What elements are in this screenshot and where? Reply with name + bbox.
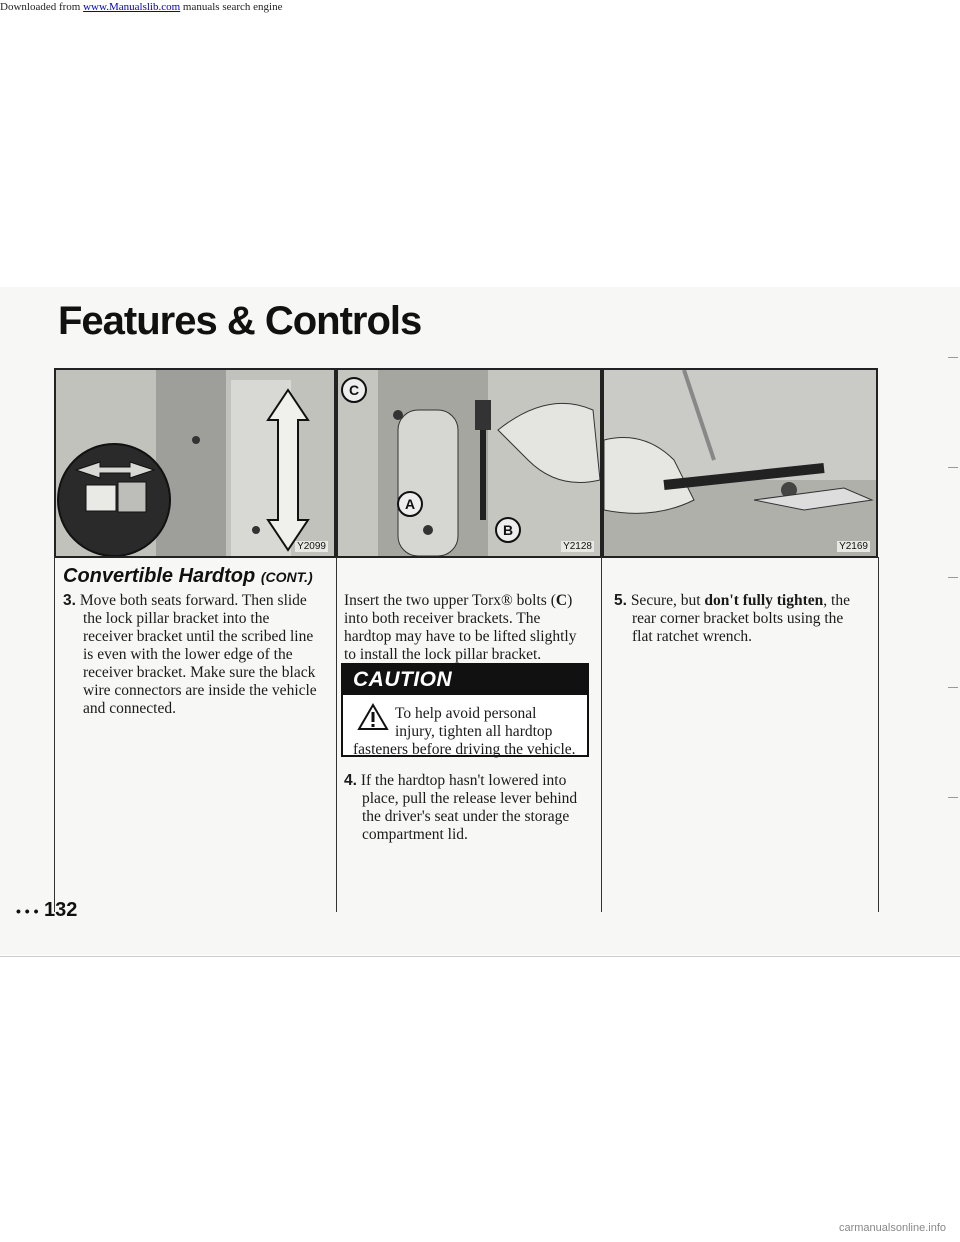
banner-suffix: manuals search engine — [180, 1, 283, 13]
callout-a: A — [404, 496, 416, 512]
manual-page — [0, 287, 960, 955]
caution-line-1: To help avoid personal — [395, 705, 537, 722]
manualslib-link[interactable]: www.Manualslib.com — [83, 1, 181, 13]
step-3-line-5: receiver bracket. Make sure the black — [83, 664, 316, 681]
step-5 — [614, 592, 874, 646]
step-4 — [344, 772, 594, 844]
step-4-number: 4. — [344, 772, 357, 789]
step-5-line-2: rear corner bracket bolts using the — [632, 610, 844, 627]
page-number-dots: • • • — [16, 903, 39, 919]
step-5-post: , the — [823, 592, 850, 609]
section-title-text: Convertible Hardtop — [63, 565, 256, 587]
margin-tick — [948, 687, 958, 688]
insert-paragraph — [344, 592, 594, 664]
banner-prefix: Downloaded from — [0, 1, 84, 13]
photo-1-illustration — [56, 370, 334, 556]
column-rule-3 — [601, 557, 602, 912]
insert-line-1-pre: Insert the two upper Torx® bolts ( — [344, 592, 556, 609]
photo-2-illustration — [338, 370, 600, 556]
column-rule-2 — [336, 557, 337, 912]
photo-1-code: Y2099 — [297, 541, 326, 552]
margin-tick — [948, 797, 958, 798]
warning-triangle-icon — [357, 703, 389, 731]
page-number-value: 132 — [44, 899, 78, 921]
section-title-cont: (CONT.) — [260, 569, 313, 585]
insert-line-2: into both receiver brackets. The — [344, 610, 541, 627]
step-3-line-3: receiver bracket until the scribed line — [83, 628, 314, 645]
step-5-number: 5. — [614, 592, 627, 609]
column-rule-4 — [878, 557, 879, 912]
bottom-rule — [0, 956, 960, 957]
caution-line-2: injury, tighten all hardtop — [395, 723, 553, 740]
caution-box — [341, 663, 589, 757]
caution-heading: CAUTION — [343, 665, 587, 695]
insert-line-3: hardtop may have to be lifted slightly — [344, 628, 577, 645]
photo-3-illustration — [604, 370, 876, 556]
step-3-line-7: and connected. — [83, 700, 176, 717]
step-4-line-3: the driver's seat under the storage — [362, 808, 570, 825]
margin-tick — [948, 357, 958, 358]
insert-line-1-post: ) — [567, 592, 573, 609]
footer-watermark: carmanualsonline.info — [838, 1222, 946, 1234]
step-5-line-3: flat ratchet wrench. — [632, 628, 753, 645]
download-banner — [0, 0, 960, 16]
photo-torx-bolts — [336, 368, 602, 558]
step-5-bold: don't fully tighten — [704, 592, 824, 609]
step-4-line-2: place, pull the release lever behind — [362, 790, 578, 807]
step-3-line-4: is even with the lower edge of the — [83, 646, 293, 663]
column-rule-1 — [54, 557, 55, 912]
page-title: Features & Controls — [58, 299, 422, 343]
photo-3-code: Y2169 — [839, 541, 868, 552]
callout-c: C — [348, 382, 360, 398]
step-4-line-4: compartment lid. — [362, 826, 468, 843]
section-title — [63, 565, 313, 588]
photo-lock-pillar-bracket — [54, 368, 336, 558]
step-5-pre: Secure, but — [626, 592, 705, 609]
photo-2-code: Y2128 — [563, 541, 592, 552]
step-3 — [63, 592, 331, 718]
margin-tick — [948, 467, 958, 468]
margin-tick — [948, 577, 958, 578]
insert-line-4: to install the lock pillar bracket. — [344, 646, 542, 663]
page-number — [16, 899, 77, 922]
photo-ratchet-wrench — [602, 368, 878, 558]
step-3-number: 3. — [63, 592, 76, 609]
caution-line-3: fasteners before driving the vehicle. — [353, 741, 576, 758]
step-3-line-1: Move both seats forward. Then slide — [75, 592, 307, 609]
step-4-line-1: If the hardtop hasn't lowered into — [356, 772, 567, 789]
insert-line-1-bold: C — [555, 592, 568, 609]
callout-b: B — [502, 522, 514, 538]
step-3-line-6: wire connectors are inside the vehicle — [83, 682, 317, 699]
step-3-line-2: the lock pillar bracket into the — [83, 610, 270, 627]
